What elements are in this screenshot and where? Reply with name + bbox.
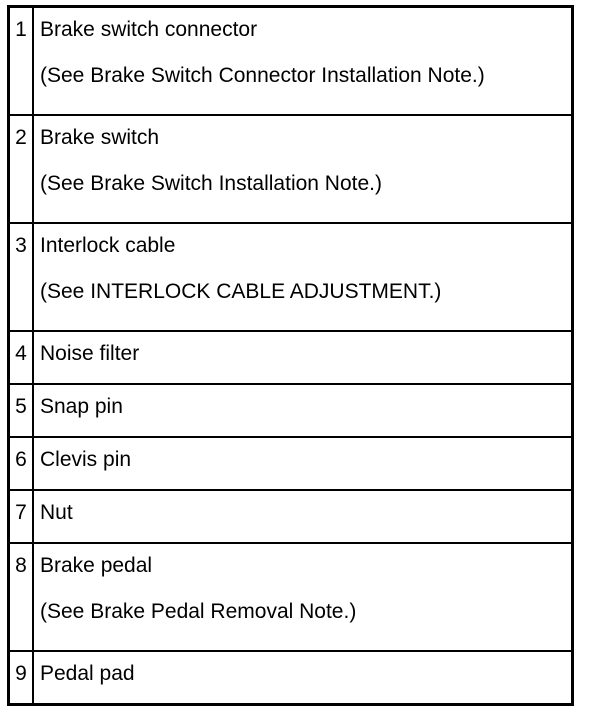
- item-name: Snap pin: [40, 395, 123, 418]
- item-name: Brake switch connector: [40, 18, 258, 41]
- item-number: 7: [9, 490, 34, 543]
- item-note-link[interactable]: (See Brake Switch Installation Note.): [40, 172, 382, 195]
- item-number: 2: [9, 115, 34, 223]
- item-description: [33, 115, 573, 223]
- table-row: [9, 490, 573, 543]
- item-number: 3: [9, 223, 34, 331]
- item-description: [33, 437, 573, 490]
- item-name: Brake switch: [40, 126, 160, 149]
- item-name: Brake pedal: [40, 554, 153, 577]
- table-row: [9, 651, 573, 705]
- item-number: 6: [9, 437, 34, 490]
- table-row: [9, 331, 573, 384]
- table-row: [9, 437, 573, 490]
- item-note-link[interactable]: (See Brake Switch Connector Installation Note.): [40, 64, 485, 87]
- item-description: [33, 490, 573, 543]
- table-row: [9, 223, 573, 331]
- item-number: 1: [9, 7, 34, 116]
- parts-legend-table: [7, 5, 574, 706]
- item-name: Clevis pin: [40, 448, 132, 471]
- item-note-link[interactable]: (See INTERLOCK CABLE ADJUSTMENT.): [40, 280, 442, 303]
- item-description: [33, 223, 573, 331]
- item-name: Nut: [40, 501, 73, 524]
- item-note-link[interactable]: (See Brake Pedal Removal Note.): [40, 600, 357, 623]
- table-row: [9, 115, 573, 223]
- item-description: [33, 7, 573, 116]
- item-description: [33, 384, 573, 437]
- item-name: Noise filter: [40, 342, 140, 365]
- item-number: 4: [9, 331, 34, 384]
- item-description: [33, 331, 573, 384]
- table-row: [9, 384, 573, 437]
- item-description: [33, 543, 573, 651]
- table-row: [9, 543, 573, 651]
- table-row: [9, 7, 573, 116]
- item-number: 8: [9, 543, 34, 651]
- item-name: Interlock cable: [40, 234, 176, 257]
- item-name: Pedal pad: [40, 662, 135, 685]
- item-number: 9: [9, 651, 34, 705]
- item-description: [33, 651, 573, 705]
- item-number: 5: [9, 384, 34, 437]
